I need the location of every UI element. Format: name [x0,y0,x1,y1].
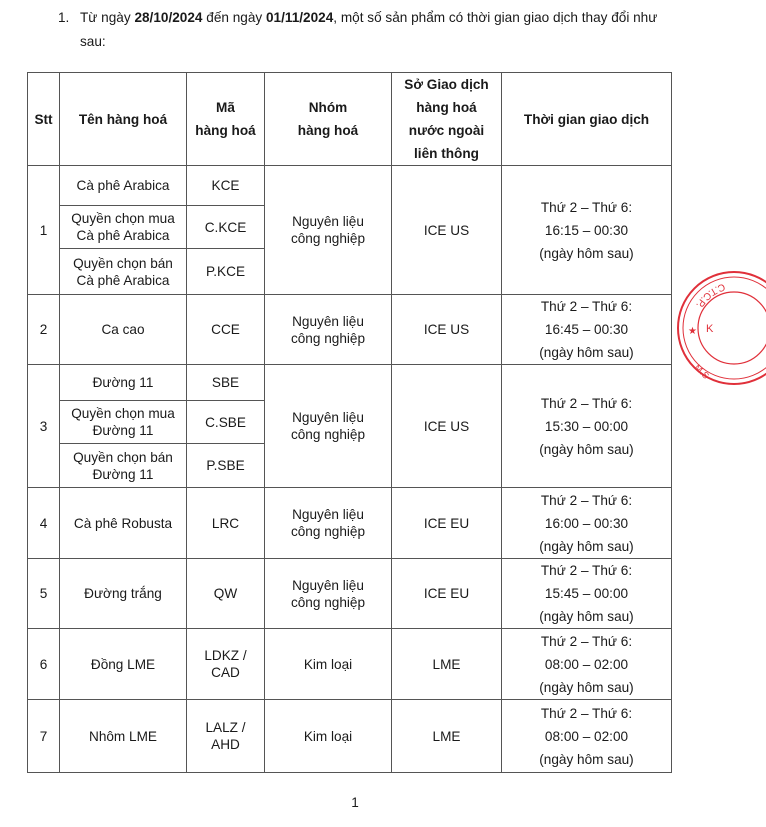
cell-name: Đường trắng [60,559,187,629]
cell-exchange: ICE US [392,295,502,365]
cell-code: SBE [187,365,265,401]
trading-hours-table [27,72,672,773]
cell-code: CCE [187,295,265,365]
cell-stt: 5 [28,559,60,629]
cell-code: LDKZ / CAD [187,629,265,700]
header-exchange: Sở Giao dịch hàng hoá nước ngoài liên thông [392,73,502,166]
cell-group: Nguyên liệu công nghiệp [265,559,392,629]
cell-code: P.KCE [187,249,265,295]
header-code: Mã hàng hoá [187,73,265,166]
cell-stt: 4 [28,488,60,559]
cell-exchange: ICE US [392,365,502,488]
cell-name: Quyền chọn bán Đường 11 [60,444,187,488]
cell-exchange: ICE EU [392,488,502,559]
cell-time: Thứ 2 – Thứ 6: 15:45 – 00:00 (ngày hôm sau) [502,559,672,629]
cell-group: Nguyên liệu công nghiệp [265,295,392,365]
cell-name: Quyền chọn mua Đường 11 [60,401,187,444]
cell-exchange: ICE EU [392,559,502,629]
cell-code: KCE [187,166,265,206]
intro-prefix: Từ ngày [80,10,135,25]
list-number: 1. [58,10,70,25]
cell-name: Cà phê Robusta [60,488,187,559]
cell-code: LRC [187,488,265,559]
table-row [28,295,672,365]
cell-stt: 2 [28,295,60,365]
svg-text:K: K [706,323,714,335]
table-header-row [28,73,672,166]
cell-name: Nhôm LME [60,700,187,773]
header-name: Tên hàng hoá [60,73,187,166]
cell-time: Thứ 2 – Thứ 6: 16:45 – 00:30 (ngày hôm sau) [502,295,672,365]
company-stamp-icon [676,268,766,388]
cell-name: Đồng LME [60,629,187,700]
cell-group: Kim loại [265,629,392,700]
table-row [28,166,672,206]
table-row [28,700,672,773]
cell-exchange: ICE US [392,166,502,295]
table-row [28,629,672,700]
table-row [28,365,672,401]
cell-time: Thứ 2 – Thứ 6: 15:30 – 00:00 (ngày hôm sau) [502,365,672,488]
cell-name: Ca cao [60,295,187,365]
cell-group: Kim loại [265,700,392,773]
cell-group: Nguyên liệu công nghiệp [265,488,392,559]
cell-stt: 6 [28,629,60,700]
cell-time: Thứ 2 – Thứ 6: 08:00 – 02:00 (ngày hôm sau) [502,700,672,773]
cell-name: Quyền chọn bán Cà phê Arabica [60,249,187,295]
cell-stt: 3 [28,365,60,488]
date-from: 28/10/2024 [134,10,203,25]
header-stt: Stt [28,73,60,166]
cell-group: Nguyên liệu công nghiệp [265,166,392,295]
svg-text:C.T.C.P.: C.T.C.P. [693,280,727,310]
cell-code: C.SBE [187,401,265,444]
cell-stt: 1 [28,166,60,295]
cell-exchange: LME [392,700,502,773]
intro-paragraph [58,6,668,54]
intro-text [80,6,668,54]
intro-middle: đến ngày [202,10,266,25]
cell-name: Đường 11 [60,365,187,401]
cell-name: Cà phê Arabica [60,166,187,206]
cell-group: Nguyên liệu công nghiệp [265,365,392,488]
cell-code: QW [187,559,265,629]
date-to: 01/11/2024 [265,10,334,25]
svg-text:M.S: M.S [692,362,711,381]
cell-code: LALZ / AHD [187,700,265,773]
page-number: 1 [351,795,359,810]
cell-code: P.SBE [187,444,265,488]
intro-suffix: , một số sản phẩm có thời gian giao dịch thay đổi như sau: [80,10,658,49]
header-time: Thời gian giao dịch [502,73,672,166]
header-group: Nhóm hàng hoá [265,73,392,166]
cell-time: Thứ 2 – Thứ 6: 16:00 – 00:30 (ngày hôm sau) [502,488,672,559]
cell-name: Quyền chọn mua Cà phê Arabica [60,206,187,249]
svg-text:★: ★ [688,326,697,337]
cell-stt: 7 [28,700,60,773]
table-row [28,559,672,629]
cell-time: Thứ 2 – Thứ 6: 08:00 – 02:00 (ngày hôm sau) [502,629,672,700]
cell-time: Thứ 2 – Thứ 6: 16:15 – 00:30 (ngày hôm sau) [502,166,672,295]
cell-exchange: LME [392,629,502,700]
table-row [28,488,672,559]
cell-code: C.KCE [187,206,265,249]
